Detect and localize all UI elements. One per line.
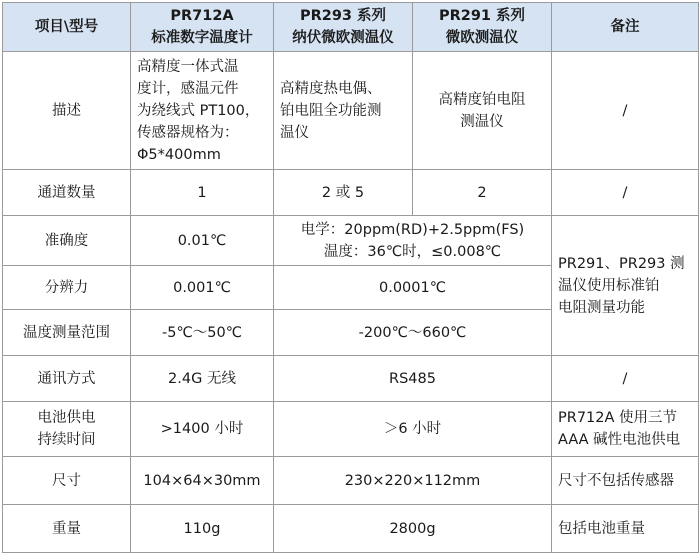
cell-resolution-pr29x: 0.0001℃ bbox=[274, 266, 552, 310]
cell-size-pr712a: 104×64×30mm bbox=[131, 457, 274, 505]
cell-pr29x-note bbox=[552, 216, 699, 356]
pr29x-note-line: 温仪使用标准铂 bbox=[558, 277, 660, 294]
header-pr291 bbox=[413, 3, 552, 52]
cell-description-pr293 bbox=[274, 52, 413, 170]
desc-pr712a-line: 度计，感温元件 bbox=[137, 80, 239, 97]
cell-weight-note: 包括电池重量 bbox=[552, 505, 699, 553]
battery-label-line: 电池供电 bbox=[37, 410, 96, 426]
label-resolution: 分辨力 bbox=[3, 266, 131, 310]
cell-weight-pr29x: 2800g bbox=[274, 505, 552, 553]
label-battery bbox=[3, 402, 131, 457]
cell-channels-pr293: 2 或 5 bbox=[274, 170, 413, 216]
desc-pr291-line: 测温仪 bbox=[460, 113, 504, 130]
row-battery bbox=[3, 402, 699, 457]
desc-pr293-line: 高精度热电偶、 bbox=[280, 80, 382, 97]
cell-accuracy-pr712a: 0.01℃ bbox=[131, 216, 274, 266]
row-channels bbox=[3, 170, 699, 216]
desc-pr293-line: 铂电阻全功能测 bbox=[280, 102, 382, 119]
cell-range-pr712a: -5℃～50℃ bbox=[131, 310, 274, 356]
cell-channels-note: / bbox=[552, 170, 699, 216]
cell-battery-pr29x: ＞6 小时 bbox=[274, 402, 552, 457]
cell-battery-note bbox=[552, 402, 699, 457]
desc-pr712a-line: 传感器规格为： bbox=[137, 124, 239, 141]
row-weight bbox=[3, 505, 699, 553]
label-weight: 重量 bbox=[3, 505, 131, 553]
cell-comm-pr712a: 2.4G 无线 bbox=[131, 356, 274, 402]
desc-pr712a-line: 为绕线式 PT100， bbox=[137, 102, 260, 119]
cell-comm-pr29x: RS485 bbox=[274, 356, 552, 402]
cell-channels-pr291: 2 bbox=[413, 170, 552, 216]
cell-comm-note: / bbox=[552, 356, 699, 402]
cell-resolution-pr712a: 0.001℃ bbox=[131, 266, 274, 310]
row-size bbox=[3, 457, 699, 505]
cell-description-pr291 bbox=[413, 52, 552, 170]
label-comm: 通讯方式 bbox=[3, 356, 131, 402]
cell-description-note: / bbox=[552, 52, 699, 170]
cell-size-note: 尺寸不包括传感器 bbox=[552, 457, 699, 505]
header-row bbox=[3, 3, 699, 52]
pr29x-note-line: 电阻测量功能 bbox=[558, 299, 645, 316]
label-channels: 通道数量 bbox=[3, 170, 131, 216]
label-range: 温度测量范围 bbox=[3, 310, 131, 356]
header-pr712a-type: 标准数字温度计 bbox=[151, 30, 253, 46]
header-pr712a-model: PR712A bbox=[170, 8, 234, 24]
battery-note-line: PR712A 使用三节 bbox=[558, 410, 678, 426]
desc-pr712a-line: 高精度一体式温 bbox=[137, 58, 239, 75]
header-pr291-model: PR291 系列 bbox=[438, 8, 526, 24]
header-pr712a bbox=[131, 3, 274, 52]
accuracy-temperature: 温度：36℃时，≤0.008℃ bbox=[323, 243, 502, 260]
cell-size-pr29x: 230×220×112mm bbox=[274, 457, 552, 505]
label-description: 描述 bbox=[3, 52, 131, 170]
cell-weight-pr712a: 110g bbox=[131, 505, 274, 553]
battery-note-line: AAA 碱性电池供电 bbox=[558, 432, 681, 448]
header-item: 项目\型号 bbox=[3, 3, 131, 52]
header-pr293-model: PR293 系列 bbox=[299, 8, 387, 24]
header-pr291-type: 微欧测温仪 bbox=[445, 30, 519, 46]
header-pr293-type: 纳伏微欧测温仪 bbox=[292, 30, 394, 46]
accuracy-electrical: 电学：20ppm(RD)+2.5ppm(FS) bbox=[300, 221, 525, 238]
header-note: 备注 bbox=[552, 3, 699, 52]
desc-pr291-line: 高精度铂电阻 bbox=[438, 91, 526, 108]
cell-accuracy-pr29x bbox=[274, 216, 552, 266]
cell-range-pr29x: -200℃～660℃ bbox=[274, 310, 552, 356]
spec-comparison-table bbox=[2, 2, 699, 553]
desc-pr712a-line: Φ5*400mm bbox=[137, 146, 221, 163]
row-accuracy bbox=[3, 216, 699, 266]
label-size: 尺寸 bbox=[3, 457, 131, 505]
desc-pr293-line: 温仪 bbox=[280, 124, 309, 141]
cell-description-pr712a bbox=[131, 52, 274, 170]
label-accuracy: 准确度 bbox=[3, 216, 131, 266]
row-description bbox=[3, 52, 699, 170]
cell-channels-pr712a: 1 bbox=[131, 170, 274, 216]
cell-battery-pr712a: >1400 小时 bbox=[131, 402, 274, 457]
row-comm bbox=[3, 356, 699, 402]
battery-label-line: 持续时间 bbox=[37, 432, 96, 448]
header-pr293 bbox=[274, 3, 413, 52]
pr29x-note-line: PR291、PR293 测 bbox=[558, 255, 685, 272]
